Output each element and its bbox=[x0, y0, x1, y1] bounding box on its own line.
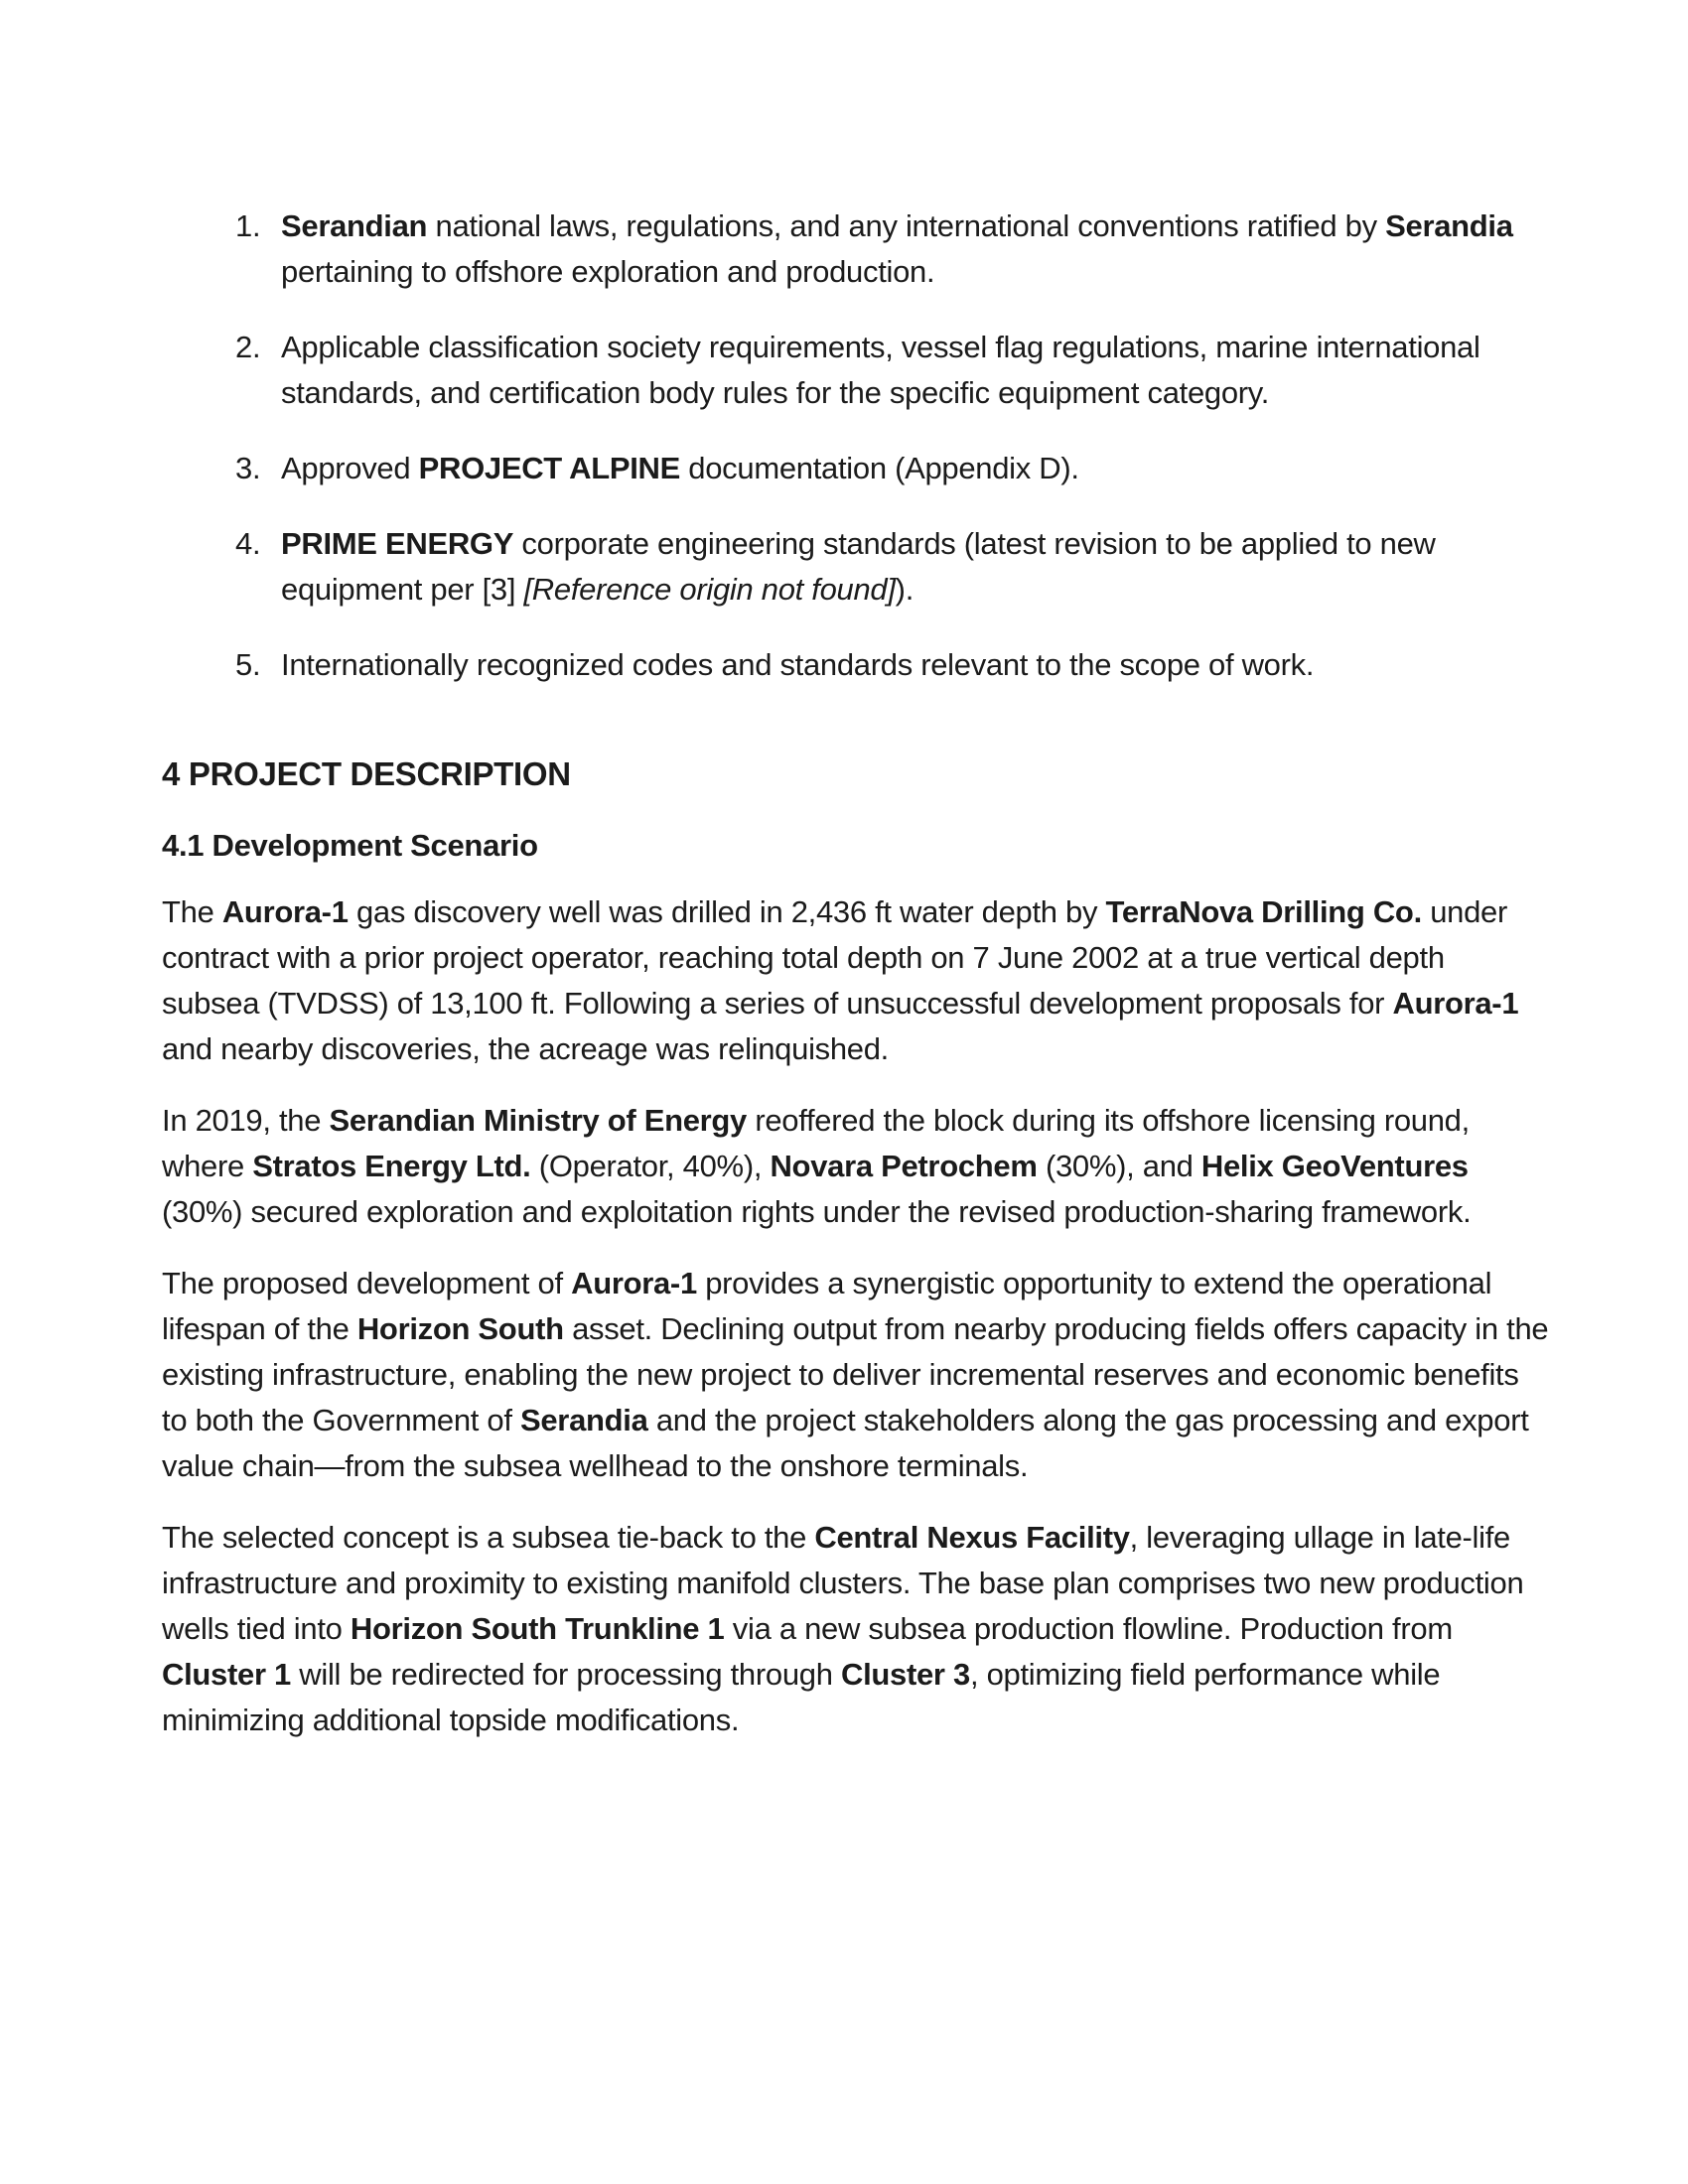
list-item-text: PRIME ENERGY corporate engineering standards (latest revision to be applied to new equipment per [3] [Reference origin not found]). bbox=[281, 526, 1436, 607]
list-item-text: Approved PROJECT ALPINE documentation (Appendix D). bbox=[281, 451, 1079, 485]
list-item-number: 4. bbox=[235, 526, 261, 561]
list-item-text: Serandian national laws, regulations, and any international conventions ratified by Serandia pertaining to offshore exploration and production. bbox=[281, 208, 1513, 289]
list-item bbox=[162, 325, 1549, 416]
paragraph-selected-concept: The selected concept is a subsea tie-back to the Central Nexus Facility, leveraging ullage in late-life infrastructure and proximity to existing manifold clusters. The base plan comprises two new production wells tied into Horizon South Trunkline 1 via a new subsea production flowline. Production from Cluster 1 will be redirected for processing through Cluster 3, optimizing field performance while minimizing additional topside modifications. bbox=[162, 1520, 1524, 1737]
list-item-text: Internationally recognized codes and standards relevant to the scope of work. bbox=[281, 647, 1315, 682]
list-item-number: 5. bbox=[235, 647, 261, 682]
subsection-heading: 4.1 Development Scenario bbox=[162, 828, 538, 863]
list-item bbox=[162, 642, 1549, 688]
paragraph-proposed-development: The proposed development of Aurora-1 provides a synergistic opportunity to extend the operational lifespan of the Horizon South asset. Declining output from nearby producing fields offers capacity in the existing infrastructure, enabling the new project to deliver incremental reserves and economic benefits to both the Government of Serandia and the project stakeholders along the gas processing and export value chain—from the subsea wellhead to the onshore terminals. bbox=[162, 1266, 1549, 1483]
list-item-number: 3. bbox=[235, 451, 261, 485]
list-item-number: 2. bbox=[235, 330, 261, 364]
list-item bbox=[162, 521, 1549, 613]
section-heading: 4 PROJECT DESCRIPTION bbox=[162, 755, 571, 792]
list-item-number: 1. bbox=[235, 208, 261, 243]
list-item-text: Applicable classification society requirements, vessel flag regulations, marine international standards, and certification body rules for the specific equipment category. bbox=[281, 330, 1480, 410]
requirements-list bbox=[162, 204, 1549, 688]
list-item bbox=[162, 204, 1549, 295]
paragraph-licensing-round: In 2019, the Serandian Ministry of Energy reoffered the block during its offshore licensing round, where Stratos Energy Ltd. (Operator, 40%), Novara Petrochem (30%), and Helix GeoVentures (30%) secured exploration and exploitation rights under the revised production-sharing framework. bbox=[162, 1103, 1472, 1229]
paragraph-development-well: The Aurora-1 gas discovery well was drilled in 2,436 ft water depth by TerraNova Drilling Co. under contract with a prior project operator, reaching total depth on 7 June 2002 at a true vertical depth subsea (TVDSS) of 13,100 ft. Following a series of unsuccessful development proposals for Aurora-1 and nearby discoveries, the acreage was relinquished. bbox=[162, 894, 1519, 1066]
list-item bbox=[162, 446, 1549, 491]
